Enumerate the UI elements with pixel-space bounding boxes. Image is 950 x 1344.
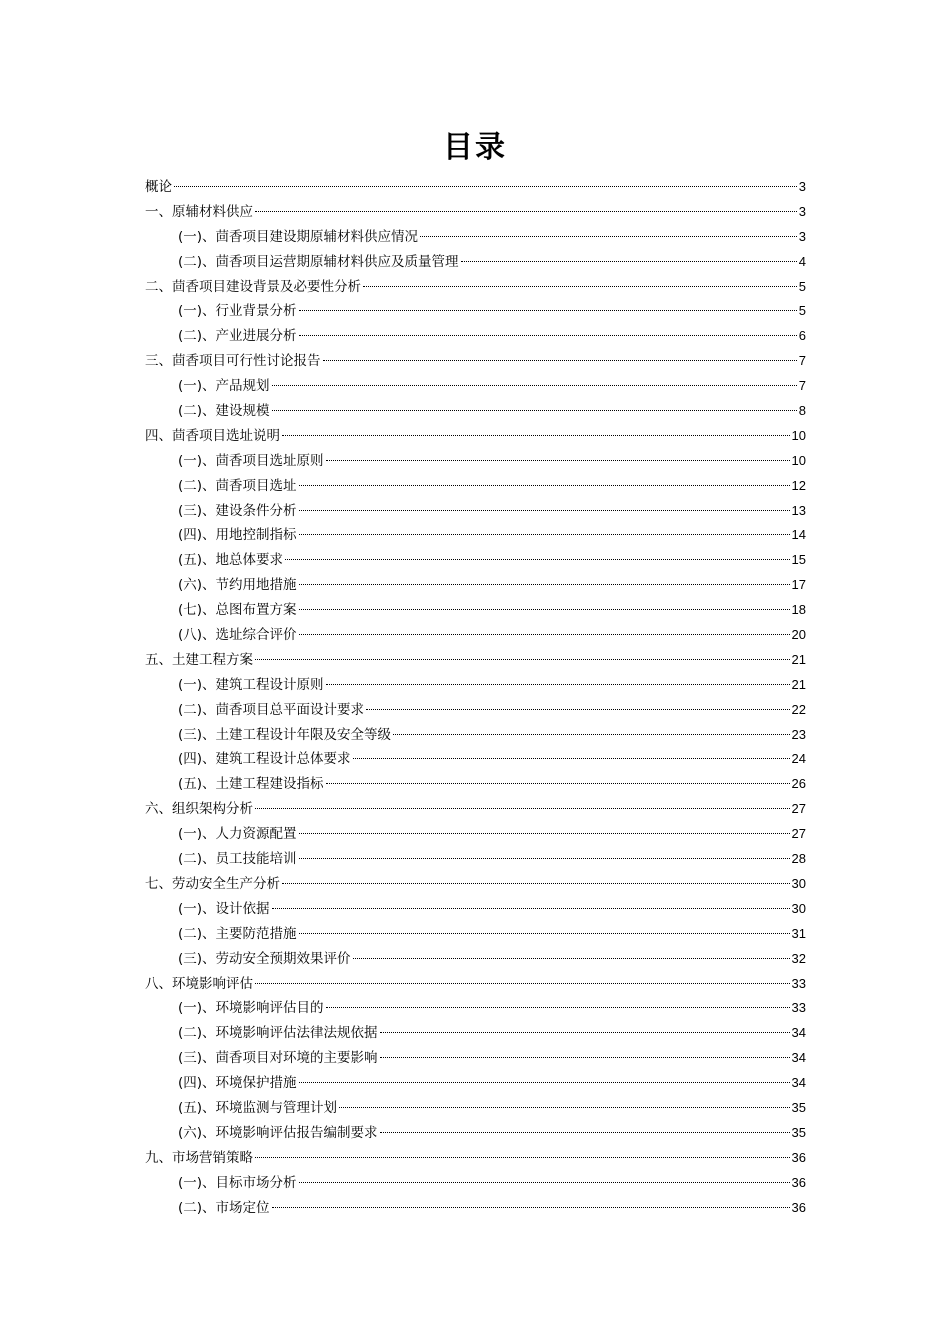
toc-entry[interactable]: [145, 424, 806, 449]
toc-entry[interactable]: [145, 872, 806, 897]
toc-entry-label: 六、组织架构分析: [145, 801, 253, 818]
table-of-contents: [145, 175, 806, 1220]
toc-entry[interactable]: [145, 474, 806, 499]
dot-leader: [299, 335, 797, 336]
toc-entry[interactable]: [145, 972, 806, 997]
toc-page-number: 30: [791, 875, 806, 891]
toc-page-number: 14: [791, 527, 806, 543]
toc-page-number: 36: [791, 1149, 806, 1165]
toc-entry[interactable]: [145, 499, 806, 524]
toc-entry[interactable]: [145, 250, 806, 275]
toc-entry-label: (一)、环境影响评估目的: [178, 1000, 324, 1017]
dot-leader: [393, 734, 789, 735]
dot-leader: [299, 510, 790, 511]
dot-leader: [299, 933, 790, 934]
toc-entry[interactable]: [145, 349, 806, 374]
toc-entry-label: (四)、建筑工程设计总体要求: [178, 751, 351, 768]
toc-entry-label: (一)、设计依据: [178, 900, 270, 917]
toc-page-number: 12: [791, 477, 806, 493]
dot-leader: [255, 1157, 790, 1158]
toc-entry-label: (二)、茴香项目选址: [178, 477, 297, 494]
toc-page-number: 18: [791, 602, 806, 618]
toc-entry-label: (一)、人力资源配置: [178, 826, 297, 843]
dot-leader: [339, 1107, 789, 1108]
toc-entry-label: 概论: [145, 179, 172, 195]
dot-leader: [323, 360, 797, 361]
toc-page-number: 20: [791, 627, 806, 643]
toc-entry[interactable]: [145, 772, 806, 797]
dot-leader: [299, 584, 790, 585]
dot-leader: [420, 236, 797, 237]
toc-entry[interactable]: [145, 897, 806, 922]
toc-entry-label: (六)、节约用地措施: [178, 577, 297, 594]
toc-page-number: 26: [791, 776, 806, 792]
dot-leader: [380, 1132, 790, 1133]
toc-entry-label: (二)、主要防范措施: [178, 925, 297, 942]
toc-entry[interactable]: [145, 1096, 806, 1121]
dot-leader: [380, 1032, 790, 1033]
dot-leader: [363, 286, 797, 287]
dot-leader: [299, 609, 790, 610]
toc-entry[interactable]: [145, 548, 806, 573]
toc-page-number: 35: [791, 1124, 806, 1140]
toc-entry[interactable]: [145, 822, 806, 847]
toc-entry-label: (二)、员工技能培训: [178, 851, 297, 868]
dot-leader: [272, 410, 797, 411]
toc-page-number: 36: [791, 1174, 806, 1190]
toc-page-number: 3: [798, 179, 806, 194]
toc-entry-label: 二、茴香项目建设背景及必要性分析: [145, 278, 361, 295]
toc-entry-label: (三)、劳动安全预期效果评价: [178, 950, 351, 967]
toc-entry-label: 八、环境影响评估: [145, 975, 253, 992]
toc-entry-label: (一)、茴香项目建设期原辅材料供应情况: [178, 228, 419, 245]
toc-entry[interactable]: [145, 299, 806, 324]
dot-leader: [326, 1007, 790, 1008]
dot-leader: [255, 983, 790, 984]
toc-entry-label: (五)、土建工程建设指标: [178, 776, 324, 793]
toc-page-number: 21: [791, 676, 806, 692]
toc-entry-label: (二)、市场定位: [178, 1199, 270, 1216]
toc-entry-label: (一)、建筑工程设计原则: [178, 676, 324, 693]
toc-title: 目录: [443, 130, 507, 165]
toc-page-number: 7: [798, 353, 806, 369]
dot-leader: [299, 1182, 790, 1183]
toc-page-number: 23: [791, 726, 806, 742]
dot-leader: [255, 659, 790, 660]
toc-page-number: 24: [791, 751, 806, 767]
toc-page-number: 28: [791, 851, 806, 867]
dot-leader: [282, 883, 790, 884]
toc-entry[interactable]: [145, 797, 806, 822]
toc-entry[interactable]: [145, 573, 806, 598]
dot-leader: [299, 1082, 790, 1083]
toc-entry[interactable]: [145, 1021, 806, 1046]
toc-entry[interactable]: [145, 1171, 806, 1196]
toc-entry-label: (八)、选址综合评价: [178, 627, 297, 644]
dot-leader: [285, 559, 789, 560]
toc-entry[interactable]: [145, 324, 806, 349]
toc-page-number: 5: [798, 303, 806, 319]
toc-page-number: 27: [791, 826, 806, 842]
dot-leader: [299, 858, 790, 859]
toc-entry-label: (七)、总图布置方案: [178, 602, 297, 619]
dot-leader: [353, 958, 790, 959]
toc-entry-label: (二)、产业进展分析: [178, 328, 297, 345]
toc-entry[interactable]: [145, 1146, 806, 1171]
toc-entry-label: (五)、环境监测与管理计划: [178, 1099, 338, 1116]
toc-entry-label: (三)、土建工程设计年限及安全等级: [178, 726, 392, 743]
dot-leader: [255, 211, 797, 212]
toc-entry[interactable]: [145, 648, 806, 673]
toc-entry[interactable]: [145, 673, 806, 698]
toc-entry[interactable]: [145, 175, 806, 200]
toc-entry[interactable]: [145, 1046, 806, 1071]
toc-page-number: 7: [798, 378, 806, 394]
dot-leader: [282, 435, 790, 436]
toc-page-number: 33: [791, 1000, 806, 1016]
toc-entry[interactable]: [145, 1121, 806, 1146]
toc-entry-label: (二)、茴香项目运营期原辅材料供应及质量管理: [178, 253, 459, 270]
toc-page-number: 31: [791, 925, 806, 941]
toc-entry[interactable]: [145, 399, 806, 424]
toc-entry[interactable]: [145, 996, 806, 1021]
toc-entry-label: (四)、环境保护措施: [178, 1075, 297, 1092]
toc-page-number: 3: [798, 203, 806, 219]
dot-leader: [299, 833, 790, 834]
toc-entry[interactable]: [145, 200, 806, 225]
toc-entry-label: 九、市场营销策略: [145, 1149, 253, 1166]
toc-entry[interactable]: [145, 623, 806, 648]
dot-leader: [461, 261, 797, 262]
toc-page-number: 10: [791, 452, 806, 468]
toc-entry[interactable]: [145, 947, 806, 972]
toc-entry[interactable]: [145, 698, 806, 723]
toc-page-number: 34: [791, 1050, 806, 1066]
toc-page-number: 35: [791, 1099, 806, 1115]
dot-leader: [272, 385, 797, 386]
toc-page-number: 15: [791, 552, 806, 568]
dot-leader: [299, 485, 790, 486]
dot-leader: [353, 758, 790, 759]
dot-leader: [255, 808, 790, 809]
toc-entry[interactable]: [145, 847, 806, 872]
dot-leader: [299, 634, 790, 635]
toc-entry-label: (二)、茴香项目总平面设计要求: [178, 701, 365, 718]
toc-page-number: 8: [798, 403, 806, 419]
toc-entry[interactable]: [145, 922, 806, 947]
toc-page-number: 6: [798, 328, 806, 344]
toc-entry-label: (五)、地总体要求: [178, 552, 284, 569]
toc-page-number: 30: [791, 900, 806, 916]
dot-leader: [174, 186, 797, 187]
toc-entry-label: (一)、目标市场分析: [178, 1174, 297, 1191]
toc-entry-label: (四)、用地控制指标: [178, 527, 297, 544]
toc-page-number: 22: [791, 701, 806, 717]
toc-entry[interactable]: [145, 1071, 806, 1096]
toc-entry-label: (一)、产品规划: [178, 378, 270, 395]
toc-entry[interactable]: [145, 723, 806, 748]
toc-entry[interactable]: [145, 523, 806, 548]
toc-page-number: 13: [791, 502, 806, 518]
dot-leader: [326, 684, 790, 685]
dot-leader: [272, 908, 790, 909]
toc-entry[interactable]: [145, 747, 806, 772]
toc-entry-label: (一)、茴香项目选址原则: [178, 452, 324, 469]
dot-leader: [299, 534, 790, 535]
toc-entry-label: 一、原辅材料供应: [145, 203, 253, 220]
toc-page-number: 36: [791, 1199, 806, 1215]
toc-entry[interactable]: [145, 275, 806, 300]
dot-leader: [326, 460, 790, 461]
toc-entry[interactable]: [145, 374, 806, 399]
toc-page-number: 27: [791, 801, 806, 817]
toc-entry-label: (三)、茴香项目对环境的主要影响: [178, 1050, 378, 1067]
toc-page-number: 5: [798, 278, 806, 294]
toc-entry-label: 三、茴香项目可行性讨论报告: [145, 353, 321, 370]
toc-entry[interactable]: [145, 225, 806, 250]
dot-leader: [272, 1207, 790, 1208]
toc-page-number: 21: [791, 651, 806, 667]
toc-page-number: 33: [791, 975, 806, 991]
toc-entry-label: (三)、建设条件分析: [178, 502, 297, 519]
toc-entry-label: (二)、建设规模: [178, 403, 270, 420]
toc-entry-label: (六)、环境影响评估报告编制要求: [178, 1124, 378, 1141]
toc-entry-label: (二)、环境影响评估法律法规依据: [178, 1025, 378, 1042]
toc-page-number: 34: [791, 1075, 806, 1091]
dot-leader: [380, 1057, 790, 1058]
toc-page-number: 34: [791, 1025, 806, 1041]
toc-entry[interactable]: [145, 598, 806, 623]
toc-entry[interactable]: [145, 1196, 806, 1221]
dot-leader: [366, 709, 789, 710]
toc-entry-label: 四、茴香项目选址说明: [145, 427, 280, 444]
toc-entry-label: 五、土建工程方案: [145, 651, 253, 668]
dot-leader: [326, 783, 790, 784]
toc-entry[interactable]: [145, 449, 806, 474]
toc-entry-label: (一)、行业背景分析: [178, 303, 297, 320]
toc-page-number: 3: [798, 228, 806, 244]
toc-page-number: 17: [791, 577, 806, 593]
toc-page-number: 4: [798, 253, 806, 269]
dot-leader: [299, 310, 797, 311]
toc-page-number: 32: [791, 950, 806, 966]
toc-page-number: 10: [791, 427, 806, 443]
toc-entry-label: 七、劳动安全生产分析: [145, 875, 280, 892]
